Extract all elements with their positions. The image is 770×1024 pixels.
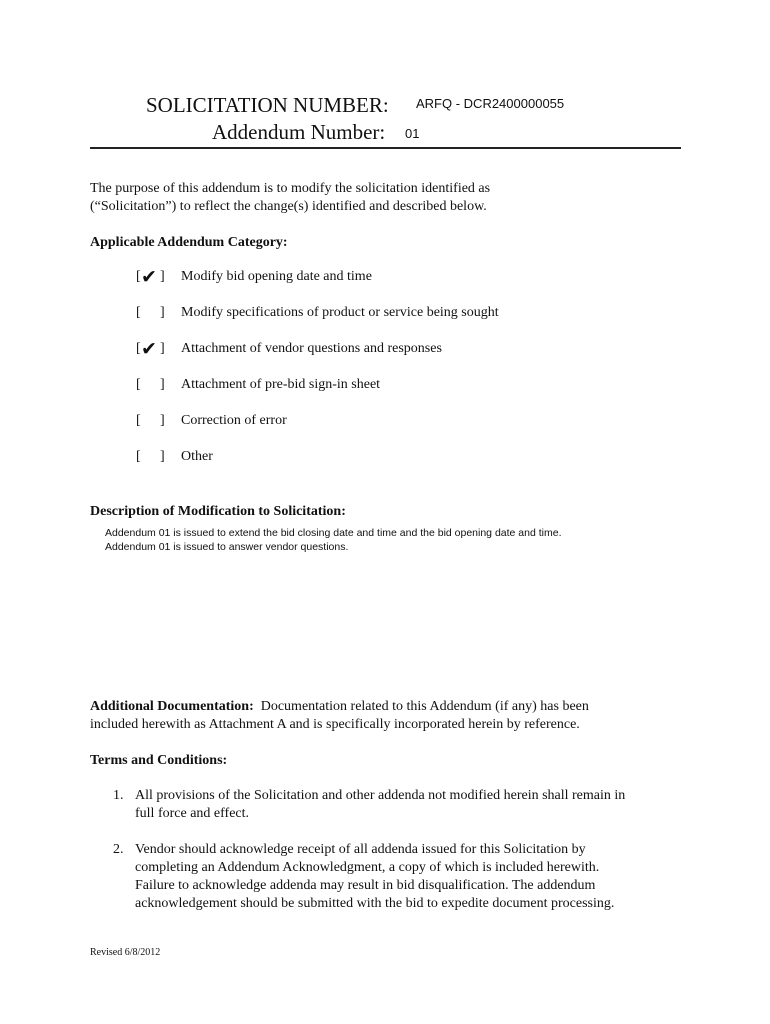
category-item-label: Attachment of pre-bid sign-in sheet xyxy=(181,377,381,392)
category-item-other xyxy=(136,449,696,469)
additional-documentation-text: Documentation related to this Addendum (if any) has been xyxy=(260,699,589,714)
category-item-pre-bid-sheet xyxy=(136,377,696,397)
checkmark-icon: ✔ xyxy=(141,338,157,360)
term-2-line-2: completing an Addendum Acknowledgment, a copy of which is included herewith. xyxy=(135,860,600,875)
description-heading: Description of Modification to Solicitation: xyxy=(90,504,346,519)
category-item-label: Other xyxy=(181,449,213,464)
checkbox[interactable]: [ ] xyxy=(136,377,165,392)
additional-documentation-line-2: included herewith as Attachment A and is specifically incorporated herein by reference. xyxy=(90,717,580,732)
addendum-number-label: Addendum Number: xyxy=(212,120,386,144)
category-item-label: Modify specifications of product or service being sought xyxy=(181,305,499,320)
additional-documentation-heading: Additional Documentation: xyxy=(90,699,254,714)
checkbox[interactable]: [ ] xyxy=(136,305,165,320)
category-item-correction xyxy=(136,413,696,433)
checkbox[interactable]: [ ] xyxy=(136,413,165,428)
terms-heading: Terms and Conditions: xyxy=(90,753,228,768)
header-divider xyxy=(90,147,681,149)
purpose-line-1: The purpose of this addendum is to modify the solicitation identified as xyxy=(90,181,491,196)
checkbox[interactable]: [ ] xyxy=(136,449,165,464)
description-line-1: Addendum 01 is issued to extend the bid closing date and time and the bid opening date and time. xyxy=(105,527,562,539)
term-number: 2. xyxy=(113,842,124,857)
solicitation-number-label: SOLICITATION NUMBER: xyxy=(146,93,389,117)
category-item-specifications xyxy=(136,305,696,325)
description-line-2: Addendum 01 is issued to answer vendor questions. xyxy=(105,541,349,553)
term-number: 1. xyxy=(113,788,124,803)
revised-date: Revised 6/8/2012 xyxy=(90,947,161,958)
category-item-bid-opening xyxy=(136,266,696,289)
checkmark-icon: ✔ xyxy=(141,266,157,288)
category-item-label: Correction of error xyxy=(181,413,287,428)
term-2-line-1: Vendor should acknowledge receipt of all addenda issued for this Solicitation by xyxy=(135,842,586,857)
term-1-line-1: All provisions of the Solicitation and other addenda not modified herein shall remain in xyxy=(135,788,626,803)
category-heading: Applicable Addendum Category: xyxy=(90,235,288,250)
checkbox[interactable]: [ ✔ ] xyxy=(136,266,165,288)
solicitation-number-value: ARFQ - DCR2400000055 xyxy=(416,96,565,111)
additional-documentation-line-1 xyxy=(90,698,589,716)
term-1-line-2: full force and effect. xyxy=(135,806,250,821)
category-item-vendor-questions xyxy=(136,338,696,361)
purpose-line-2: (“Solicitation”) to reflect the change(s) identified and described below. xyxy=(90,199,487,214)
term-2-line-4: acknowledgement should be submitted with the bid to expedite document processing. xyxy=(135,896,615,911)
category-item-label: Attachment of vendor questions and responses xyxy=(181,341,442,356)
term-2-line-3: Failure to acknowledge addenda may result in bid disqualification. The addendum xyxy=(135,878,596,893)
addendum-number-value: 01 xyxy=(405,126,420,141)
category-item-label: Modify bid opening date and time xyxy=(181,269,372,284)
checkbox[interactable]: [ ✔ ] xyxy=(136,338,165,360)
